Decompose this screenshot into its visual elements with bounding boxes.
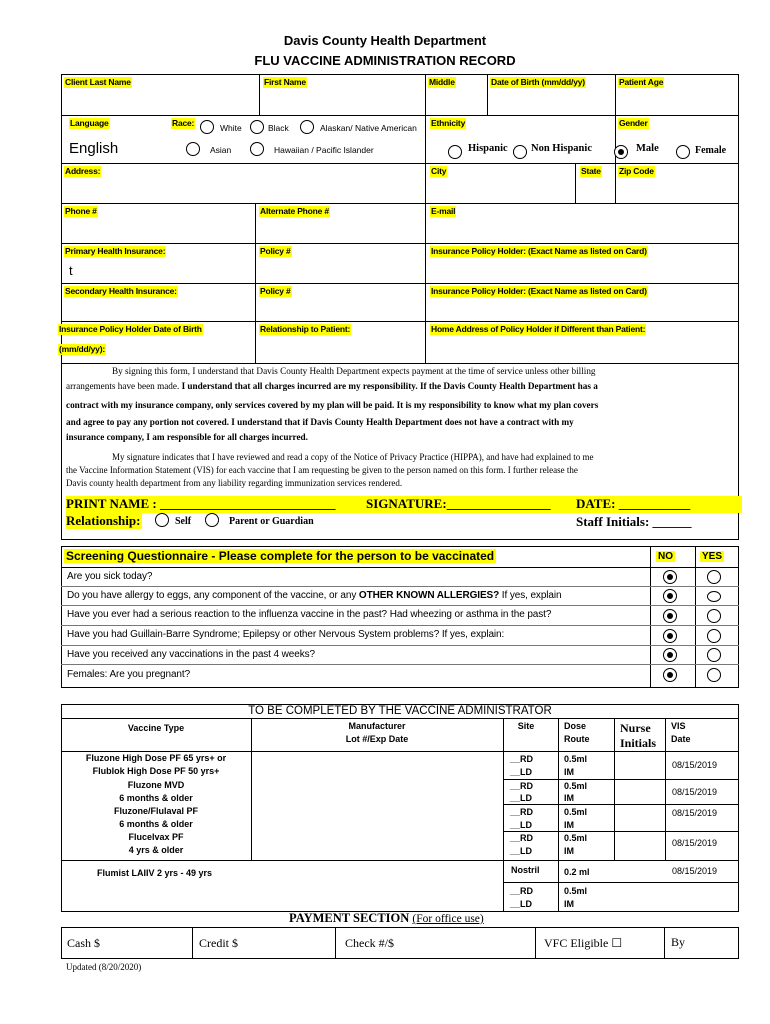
- q6-no-radio[interactable]: [663, 668, 677, 682]
- col-manufacturer: Manufacturer: [348, 721, 406, 731]
- q5-yes-radio[interactable]: [707, 648, 721, 662]
- dose: 0.5ml: [564, 886, 588, 896]
- col-vis: VIS: [671, 721, 686, 731]
- state-label: State: [581, 166, 601, 176]
- relationship-label: Relationship:: [66, 513, 141, 528]
- consent-p1-line4: and agree to pay any portion not covered. I understand that if Davis County Health Department does not have a contract with my: [66, 417, 574, 427]
- race-white-radio[interactable]: [200, 120, 214, 134]
- updated-footer: Updated (8/20/2020): [66, 962, 142, 972]
- patient-age-label: Patient Age: [619, 77, 664, 87]
- site-ld[interactable]: __LD: [510, 846, 533, 856]
- policy-holder2-label: Insurance Policy Holder: (Exact Name as listed on Card): [431, 286, 647, 296]
- gender-female-radio[interactable]: [676, 145, 690, 159]
- screening-question: Do you have allergy to eggs, any component of the vaccine, or any OTHER KNOWN ALLERGIES? If yes, explain: [67, 590, 562, 601]
- holder-address-label: Home Address of Policy Holder if Different than Patient:: [431, 324, 646, 334]
- site-ld[interactable]: __LD: [510, 767, 533, 777]
- site-nostril: Nostril: [511, 865, 540, 875]
- screening-question: Have you received any vaccinations in the past 4 weeks?: [67, 649, 315, 660]
- relationship-parent-label: Parent or Guardian: [229, 516, 314, 527]
- dose: 0.5ml: [564, 754, 588, 764]
- vaccine-type-2b: 6 months & older: [119, 793, 193, 803]
- vaccine-type-1a: Fluzone High Dose PF 65 yrs+ or: [85, 753, 227, 763]
- consent-p1-line1: By signing this form, I understand that Davis County Health Department expects payment at the time of service unless other billing: [112, 366, 596, 376]
- client-last-name-label: Client Last Name: [65, 77, 131, 87]
- language-label: Language: [70, 118, 109, 128]
- gender-female-label: Female: [695, 145, 727, 156]
- col-lot-exp: Lot #/Exp Date: [345, 734, 409, 744]
- vis-date: 08/15/2019: [672, 760, 718, 770]
- payment-table: [61, 927, 739, 959]
- q6-yes-radio[interactable]: [707, 668, 721, 682]
- vfc-eligible-checkbox[interactable]: VFC Eligible ☐: [544, 936, 623, 950]
- vaccine-type-4b: 4 yrs & older: [128, 845, 184, 855]
- race-alaskan-label: Alaskan/ Native American: [320, 123, 417, 133]
- col-vaccine-type: Vaccine Type: [127, 723, 185, 733]
- route: IM: [564, 846, 574, 856]
- by-field[interactable]: By: [671, 935, 686, 949]
- race-label: Race:: [172, 118, 195, 128]
- primary-insurance-value[interactable]: t: [69, 263, 73, 278]
- policy-label: Policy #: [260, 246, 291, 256]
- consent-p2-line2: the Vaccine Information Statement (VIS) for each vaccine that I am requesting be given to the person named on this form. I further release the: [66, 465, 578, 475]
- ethnicity-non-hispanic-label: Non Hispanic: [531, 143, 592, 154]
- race-hawaiian-radio[interactable]: [250, 142, 264, 156]
- site-ld[interactable]: __LD: [510, 793, 533, 803]
- site-rd[interactable]: __RD: [510, 833, 534, 843]
- dose: 0.5ml: [564, 833, 588, 843]
- no-column-header: NO: [658, 551, 673, 562]
- consent-p1-line2: arrangements have been made. I understand that all charges incurred are my responsibility. If the Davis County Health Department has a: [66, 381, 598, 391]
- race-black-label: Black: [268, 123, 289, 133]
- race-white-label: White: [220, 123, 242, 133]
- col-dose: Dose: [564, 721, 587, 731]
- q2-yes-radio[interactable]: [707, 591, 721, 602]
- vis-date: 08/15/2019: [672, 838, 718, 848]
- relationship-to-patient-label: Relationship to Patient:: [260, 324, 351, 334]
- language-value[interactable]: English: [69, 140, 119, 157]
- print-name-field[interactable]: PRINT NAME : ___________________________: [66, 496, 336, 511]
- holder-dob-label: Insurance Policy Holder Date of Birth: [59, 324, 202, 334]
- dob-label: Date of Birth (mm/dd/yy): [491, 77, 585, 87]
- signature-field[interactable]: SIGNATURE:________________: [366, 496, 551, 511]
- screening-row: [61, 568, 739, 587]
- consent-p1-line3: contract with my insurance company, only services covered by my plan will be paid. It is my responsibility to know what my plan covers: [66, 400, 599, 410]
- consent-p2-line1: My signature indicates that I have reviewed and read a copy of the Notice of Privacy Practice (HIPPA), and have had explained to me: [112, 452, 594, 462]
- site-rd[interactable]: __RD: [510, 754, 534, 764]
- screening-row: [61, 606, 739, 626]
- relationship-parent-radio[interactable]: [205, 513, 219, 527]
- vaccine-type-flumist: Flumist LAIIV 2 yrs - 49 yrs: [97, 868, 213, 878]
- alt-phone-label: Alternate Phone #: [260, 206, 329, 216]
- col-site: Site: [517, 721, 535, 731]
- ethnicity-hispanic-radio[interactable]: [448, 145, 462, 159]
- race-asian-label: Asian: [210, 145, 232, 155]
- col-nurse: Nurse: [620, 721, 651, 735]
- screening-question: Are you sick today?: [67, 571, 153, 582]
- form-title: FLU VACCINE ADMINISTRATION RECORD: [254, 53, 516, 68]
- primary-insurance-label: Primary Health Insurance:: [65, 246, 166, 256]
- screening-row: [61, 587, 739, 606]
- route: IM: [564, 767, 574, 777]
- policy-holder-label: Insurance Policy Holder: (Exact Name as listed on Card): [431, 246, 647, 256]
- col-route: Route: [564, 734, 590, 744]
- screening-row: [61, 626, 739, 646]
- race-alaskan-radio[interactable]: [300, 120, 314, 134]
- payment-title: PAYMENT SECTION (For office use): [289, 911, 484, 925]
- vaccine-type-4a: Flucelvax PF: [128, 832, 184, 842]
- screening-title: Screening Questionnaire - Please complete for the person to be vaccinated: [66, 549, 495, 563]
- date-field[interactable]: DATE: ___________: [576, 496, 691, 511]
- policy2-label: Policy #: [260, 286, 291, 296]
- vaccine-type-3a: Fluzone/Flulaval PF: [113, 806, 198, 816]
- vis-date: 08/15/2019: [672, 787, 718, 797]
- address-label: Address:: [65, 166, 101, 176]
- gender-label: Gender: [619, 118, 648, 128]
- col-initials: Initials: [620, 736, 657, 750]
- holder-dob-format-label: (mm/dd/yy):: [59, 344, 105, 354]
- first-name-label: First Name: [264, 77, 306, 87]
- cash-field[interactable]: Cash $: [67, 936, 100, 950]
- q1-no-radio[interactable]: [663, 570, 677, 584]
- screening-question: Females: Are you pregnant?: [67, 669, 191, 680]
- dose: 0.5ml: [564, 781, 588, 791]
- site-ld[interactable]: __LD: [510, 899, 533, 909]
- q4-no-radio[interactable]: [663, 629, 677, 643]
- screening-row: [61, 665, 739, 688]
- check-field[interactable]: Check #/$: [345, 936, 394, 950]
- dose-nasal: 0.2 ml: [564, 867, 590, 877]
- site-rd[interactable]: __RD: [510, 807, 534, 817]
- admin-title: TO BE COMPLETED BY THE VACCINE ADMINISTRATOR: [248, 705, 552, 717]
- zip-label: Zip Code: [619, 166, 654, 176]
- vaccine-type-3b: 6 months & older: [119, 819, 193, 829]
- screening-question: Have you ever had a serious reaction to the influenza vaccine in the past? Had wheezing or asthma in the past?: [67, 609, 552, 620]
- dose: 0.5ml: [564, 807, 588, 817]
- col-vis-date: Date: [671, 734, 691, 744]
- relationship-self-label: Self: [175, 516, 192, 527]
- race-black-radio[interactable]: [250, 120, 264, 134]
- site-ld[interactable]: __LD: [510, 820, 533, 830]
- vis-date: 08/15/2019: [672, 866, 718, 876]
- q5-no-radio[interactable]: [663, 648, 677, 662]
- race-hawaiian-label: Hawaiian / Pacific Islander: [274, 145, 374, 155]
- screening-question: Have you had Guillain-Barre Syndrome; Epilepsy or other Nervous System problems? If yes, explain:: [67, 629, 505, 640]
- gender-male-label: Male: [636, 143, 659, 154]
- q2-no-radio[interactable]: [663, 589, 677, 603]
- race-asian-radio[interactable]: [186, 142, 200, 156]
- site-rd[interactable]: __RD: [510, 781, 534, 791]
- q1-yes-radio[interactable]: [707, 570, 721, 584]
- site-rd[interactable]: __RD: [510, 886, 534, 896]
- phone-label: Phone #: [65, 206, 97, 216]
- yes-column-header: YES: [702, 551, 723, 562]
- q3-yes-radio[interactable]: [707, 609, 721, 623]
- email-label: E-mail: [431, 206, 456, 216]
- ethnicity-non-hispanic-radio[interactable]: [513, 145, 527, 159]
- gender-male-radio[interactable]: [614, 145, 628, 159]
- consent-p1-line5: insurance company, I am responsible for all charges incurred.: [66, 432, 308, 442]
- secondary-insurance-label: Secondary Health Insurance:: [65, 286, 177, 296]
- vis-date: 08/15/2019: [672, 808, 718, 818]
- vaccine-type-2a: Fluzone MVD: [127, 780, 185, 790]
- ethnicity-label: Ethnicity: [431, 118, 466, 128]
- route: IM: [564, 899, 574, 909]
- vaccine-type-1b: Flublok High Dose PF 50 yrs+: [92, 766, 220, 776]
- staff-initials-field[interactable]: Staff Initials: ______: [576, 514, 692, 529]
- org-name: Davis County Health Department: [283, 33, 487, 48]
- middle-label: Middle: [429, 77, 455, 87]
- route: IM: [564, 820, 574, 830]
- screening-row: [61, 646, 739, 665]
- credit-field[interactable]: Credit $: [199, 936, 238, 950]
- q3-no-radio[interactable]: [663, 609, 677, 623]
- ethnicity-hispanic-label: Hispanic: [468, 143, 508, 154]
- city-label: City: [431, 166, 447, 176]
- consent-p2-line3: Davis county health department from any liability regarding immunization services rendered.: [66, 478, 403, 488]
- relationship-self-radio[interactable]: [155, 513, 169, 527]
- route: IM: [564, 793, 574, 803]
- q4-yes-radio[interactable]: [707, 629, 721, 643]
